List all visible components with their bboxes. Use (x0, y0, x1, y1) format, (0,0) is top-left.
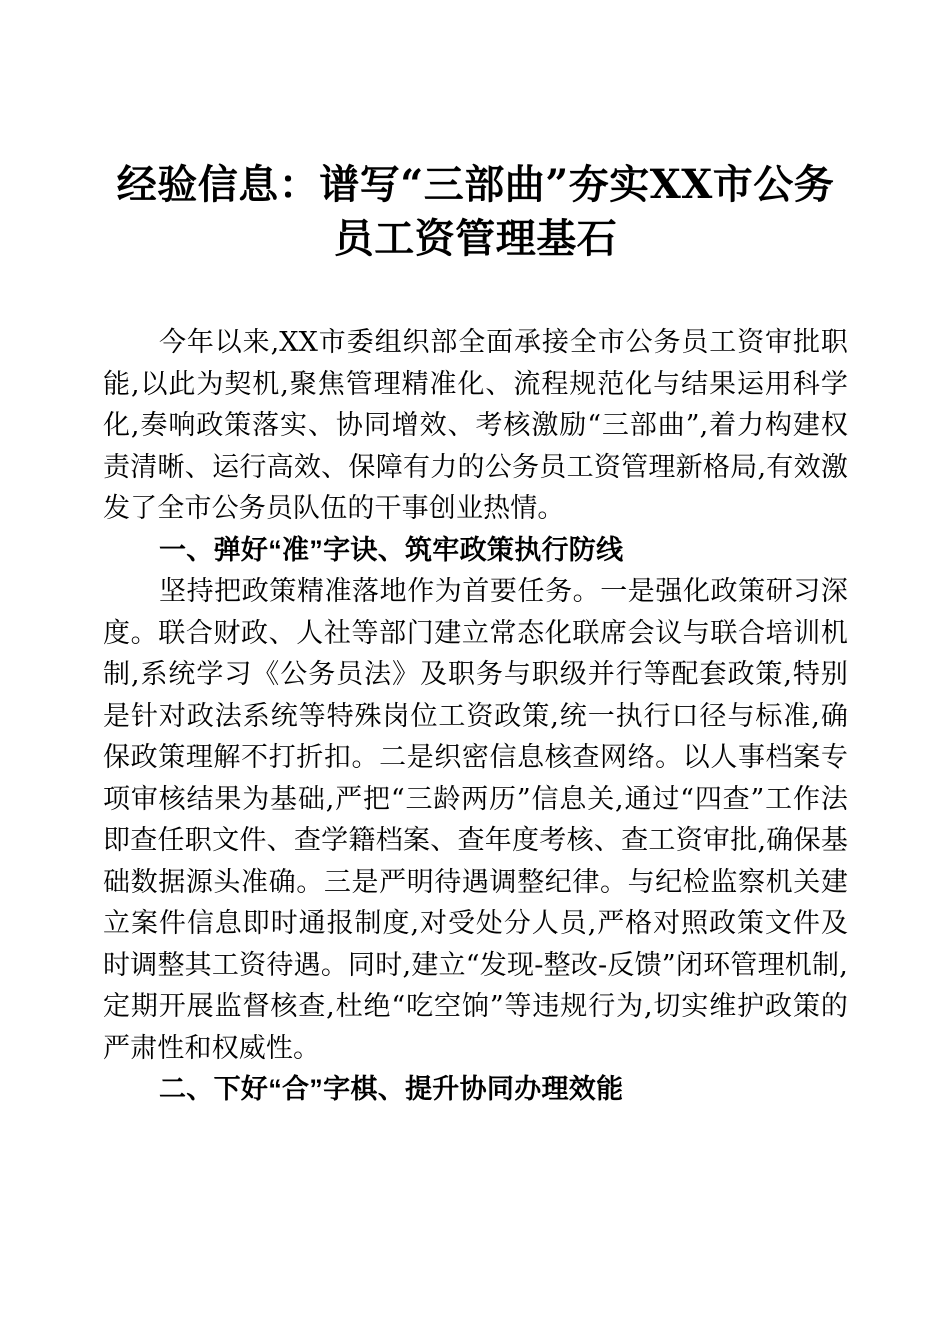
intro-paragraph: 今年以来,XX市委组织部全面承接全市公务员工资审批职能,以此为契机,聚焦管理精准化、流程规范化与结果运用科学化,奏响政策落实、协同增效、考核激励“三部曲”,着力构建权责清晰、运行高效、保障有力的公务员工资管理新格局,有效激发了全市公务员队伍的干事创业热情。 (103, 327, 848, 524)
document-body (103, 322, 848, 1111)
section-one-body: 坚持把政策精准落地作为首要任务。一是强化政策研习深度。联合财政、人社等部门建立常态化联席会议与联合培训机制,系统学习《公务员法》及职务与职级并行等配套政策,特别是针对政法系统等特殊岗位工资政策,统一执行口径与标准,确保政策理解不打折扣。二是织密信息核查网络。以人事档案专项审核结果为基础,严把“三龄两历”信息关,通过“四查”工作法即查任职文件、查学籍档案、查年度考核、查工资审批,确保基础数据源头准确。三是严明待遇调整纪律。与纪检监察机关建立案件信息即时通报制度,对受处分人员,严格对照政策文件及时调整其工资待遇。同时,建立“发现-整改-反馈”闭环管理机制,定期开展监督核查,杜绝“吃空饷”等违规行为,切实维护政策的严肃性和权威性。 (103, 576, 848, 1064)
section-heading-two: 二、下好“合”字棋、提升协同办理效能 (159, 1074, 624, 1104)
section-heading-one: 一、弹好“准”字诀、筑牢政策执行防线 (159, 534, 624, 565)
page-title: 经验信息：谱写“三部曲”夯实XX市公务员工资管理基石 (116, 161, 835, 262)
